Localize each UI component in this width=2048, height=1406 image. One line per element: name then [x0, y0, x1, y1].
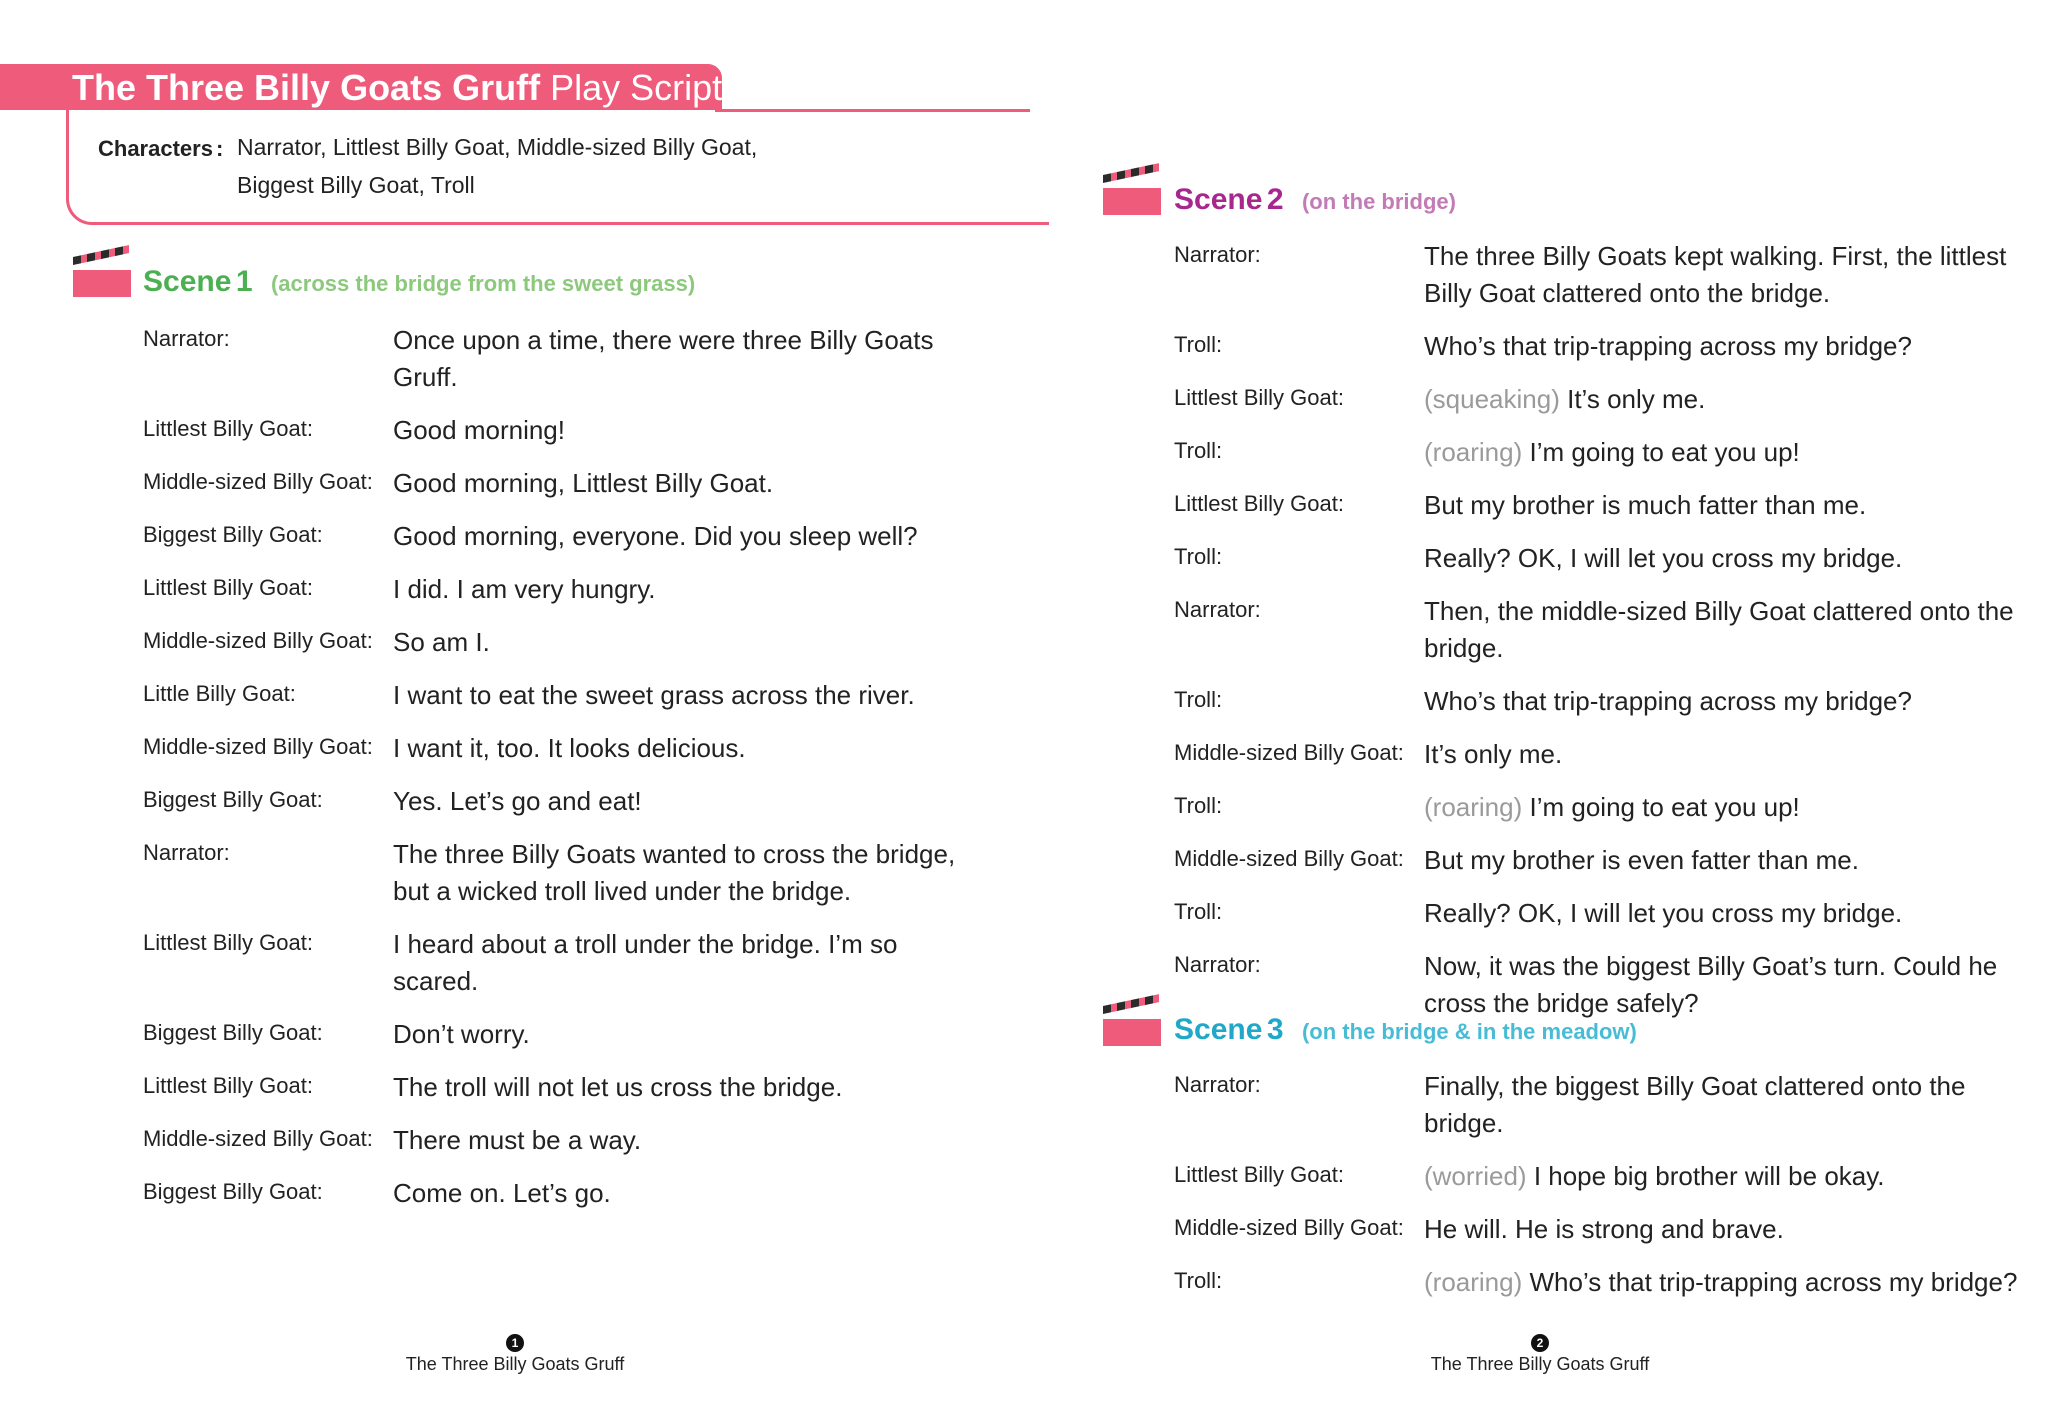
characters-box: [66, 110, 1049, 225]
dialogue: [1424, 487, 1866, 524]
speaker-label: Littlest Billy Goat:: [1174, 385, 1344, 410]
characters-line-2: Biggest Billy Goat, Troll: [237, 172, 475, 198]
scene-title: Scene: [1174, 183, 1263, 216]
dialogue-text: Really? OK, I will let you cross my bridge.: [1424, 543, 1903, 573]
dialogue: [1424, 895, 1902, 932]
scene-title: Scene: [1174, 1013, 1263, 1046]
speaker-label: Middle-sized Billy Goat:: [143, 1126, 373, 1151]
stage-direction: (roaring): [1424, 1267, 1523, 1297]
dialogue-text: Good morning!: [393, 415, 565, 445]
script-line: [143, 730, 963, 767]
dialogue-text: But my brother is much fatter than me.: [1424, 490, 1867, 520]
scene-title: Scene: [143, 265, 232, 298]
speaker-label: Biggest Billy Goat:: [143, 522, 323, 547]
dialogue: [1424, 683, 1912, 720]
page-footer-left: [365, 1334, 665, 1375]
speaker-label: Middle-sized Billy Goat:: [1174, 1215, 1404, 1240]
characters-line-1: Narrator, Littlest Billy Goat, Middle-sized Billy Goat,: [237, 134, 758, 160]
speaker-label: Troll:: [1174, 332, 1223, 357]
script-line: [1174, 1158, 2034, 1195]
speaker-label: Middle-sized Billy Goat:: [143, 734, 373, 759]
footer-text: The Three Billy Goats Gruff: [405, 1354, 625, 1374]
dialogue-text: Really? OK, I will let you cross my bridge.: [1424, 898, 1903, 928]
script-line: [143, 926, 963, 1000]
dialogue-text: Now, it was the biggest Billy Goat’s turn. Could he cross the bridge safely?: [1424, 951, 1998, 1018]
script-line: [1174, 789, 2034, 826]
dialogue: [1424, 434, 1800, 471]
scene-number: 1: [235, 265, 253, 298]
speaker-label: Narrator:: [1174, 242, 1261, 267]
dialogue-text: But my brother is even fatter than me.: [1424, 845, 1859, 875]
dialogue-text: Who’s that trip-trapping across my bridge?: [1424, 686, 1912, 716]
script-line: [143, 677, 963, 714]
page-footer-right: [1390, 1334, 1690, 1375]
dialogue: [393, 518, 918, 555]
dialogue-text: I want it, too. It looks delicious.: [393, 733, 746, 763]
dialogue-text: Finally, the biggest Billy Goat clattered onto the bridge.: [1424, 1071, 1966, 1138]
speaker-label: Troll:: [1174, 544, 1223, 569]
dialogue: [393, 1175, 611, 1212]
dialogue-text: I’m going to eat you up!: [1529, 792, 1800, 822]
script-line: [143, 1016, 963, 1053]
dialogue-text: Who’s that trip-trapping across my bridge?: [1424, 331, 1912, 361]
script-line: [143, 1122, 963, 1159]
scene-1-lines: [143, 322, 963, 1228]
dialogue: [1424, 1264, 2017, 1301]
scene-1-heading: [143, 265, 695, 299]
script-line: [1174, 434, 2034, 471]
script-line: [1174, 540, 2034, 577]
dialogue: [393, 783, 642, 820]
stage-direction: (worried): [1424, 1161, 1527, 1191]
speaker-label: Middle-sized Billy Goat:: [143, 469, 373, 494]
dialogue: [1424, 842, 1859, 879]
speaker-label: Littlest Billy Goat:: [143, 930, 313, 955]
dialogue-text: It’s only me.: [1567, 384, 1706, 414]
dialogue: [1424, 1158, 1885, 1195]
speaker-label: Biggest Billy Goat:: [143, 1020, 323, 1045]
dialogue: [393, 677, 915, 714]
script-line: [1174, 328, 2034, 365]
scene-3-heading: [1174, 1013, 1637, 1047]
script-line: [143, 1069, 963, 1106]
clapperboard-icon: [1103, 1006, 1161, 1046]
title-bold: The Three Billy Goats Gruff: [72, 67, 541, 108]
dialogue-text: Come on. Let’s go.: [393, 1178, 611, 1208]
speaker-label: Troll:: [1174, 1268, 1223, 1293]
page-number: 1: [506, 1334, 524, 1352]
dialogue: [1424, 948, 2034, 1022]
script-line: [1174, 948, 2034, 1022]
script-line: [1174, 895, 2034, 932]
dialogue-text: Then, the middle-sized Billy Goat clattered onto the bridge.: [1424, 596, 2014, 663]
clapperboard-icon: [1103, 175, 1161, 215]
script-line: [143, 322, 963, 396]
dialogue: [1424, 238, 2034, 312]
speaker-label: Middle-sized Billy Goat:: [143, 628, 373, 653]
speaker-label: Narrator:: [1174, 952, 1261, 977]
dialogue: [1424, 1211, 1784, 1248]
title-light: Play Script: [550, 67, 723, 108]
scene-3-lines: [1174, 1068, 2034, 1317]
speaker-label: Narrator:: [143, 840, 230, 865]
dialogue-text: The three Billy Goats wanted to cross the bridge, but a wicked troll lived under the bridge.: [393, 839, 956, 906]
script-line: [1174, 1264, 2034, 1301]
dialogue: [393, 624, 490, 661]
script-line: [143, 1175, 963, 1212]
dialogue: [1424, 1068, 2034, 1142]
script-line: [143, 783, 963, 820]
page-number: 2: [1531, 1334, 1549, 1352]
dialogue-text: The troll will not let us cross the bridge.: [393, 1072, 843, 1102]
script-line: [1174, 593, 2034, 667]
speaker-label: Narrator:: [1174, 597, 1261, 622]
dialogue-text: I want to eat the sweet grass across the river.: [393, 680, 915, 710]
script-line: [1174, 683, 2034, 720]
speaker-label: Troll:: [1174, 899, 1223, 924]
dialogue-text: It’s only me.: [1424, 739, 1563, 769]
dialogue: [1424, 736, 1562, 773]
script-line: [143, 412, 963, 449]
script-line: [1174, 381, 2034, 418]
dialogue-text: I’m going to eat you up!: [1529, 437, 1800, 467]
script-line: [143, 836, 963, 910]
dialogue: [393, 571, 656, 608]
stage-direction: (roaring): [1424, 437, 1523, 467]
dialogue-text: I did. I am very hungry.: [393, 574, 656, 604]
scene-number: 2: [1266, 183, 1284, 216]
dialogue-text: I hope big brother will be okay.: [1533, 1161, 1885, 1191]
speaker-label: Middle-sized Billy Goat:: [1174, 740, 1404, 765]
speaker-label: Littlest Billy Goat:: [143, 575, 313, 600]
scene-setting: (on the bridge & in the meadow): [1301, 1019, 1637, 1044]
speaker-label: Little Billy Goat:: [143, 681, 296, 706]
scene-setting: (on the bridge): [1301, 189, 1456, 214]
speaker-label: Littlest Billy Goat:: [1174, 1162, 1344, 1187]
speaker-label: Littlest Billy Goat:: [143, 416, 313, 441]
dialogue: [393, 1122, 641, 1159]
dialogue: [393, 412, 565, 449]
speaker-label: Troll:: [1174, 438, 1223, 463]
speaker-label: Middle-sized Billy Goat:: [1174, 846, 1404, 871]
script-line: [1174, 1211, 2034, 1248]
page-title: [72, 66, 722, 110]
speaker-label: Narrator:: [143, 326, 230, 351]
clapperboard-icon: [73, 257, 131, 297]
script-line: [143, 624, 963, 661]
dialogue-text: Who’s that trip-trapping across my bridge?: [1529, 1267, 2018, 1297]
script-line: [1174, 238, 2034, 312]
characters-colon: :: [216, 136, 224, 161]
dialogue: [1424, 593, 2034, 667]
dialogue: [393, 926, 963, 1000]
speaker-label: Troll:: [1174, 793, 1223, 818]
speaker-label: Biggest Billy Goat:: [143, 787, 323, 812]
dialogue: [1424, 328, 1912, 365]
dialogue: [1424, 540, 1902, 577]
stage-direction: (squeaking): [1424, 384, 1560, 414]
scene-number: 3: [1266, 1013, 1284, 1046]
dialogue-text: Don’t worry.: [393, 1019, 530, 1049]
dialogue-text: The three Billy Goats kept walking. First, the littlest Billy Goat clattered onto the bridge.: [1424, 241, 2007, 308]
scene-2-heading: [1174, 183, 1456, 217]
speaker-label: Littlest Billy Goat:: [143, 1073, 313, 1098]
dialogue: [393, 465, 773, 502]
dialogue-text: Yes. Let’s go and eat!: [393, 786, 642, 816]
dialogue-text: Good morning, Littlest Billy Goat.: [393, 468, 774, 498]
dialogue: [393, 322, 963, 396]
dialogue: [393, 1069, 842, 1106]
script-line: [1174, 487, 2034, 524]
dialogue-text: I heard about a troll under the bridge. I’m so scared.: [393, 929, 898, 996]
characters-label: Characters: [98, 136, 213, 161]
footer-text: The Three Billy Goats Gruff: [1430, 1354, 1650, 1374]
script-line: [1174, 842, 2034, 879]
script-line: [1174, 736, 2034, 773]
dialogue-text: So am I.: [393, 627, 490, 657]
speaker-label: Narrator:: [1174, 1072, 1261, 1097]
dialogue-text: He will. He is strong and brave.: [1424, 1214, 1784, 1244]
dialogue: [393, 1016, 530, 1053]
speaker-label: Troll:: [1174, 687, 1223, 712]
right-page: [1024, 0, 2048, 1406]
speaker-label: Littlest Billy Goat:: [1174, 491, 1344, 516]
dialogue: [1424, 381, 1705, 418]
dialogue: [393, 836, 963, 910]
scene-setting: (across the bridge from the sweet grass): [270, 271, 696, 296]
dialogue-text: There must be a way.: [393, 1125, 642, 1155]
speaker-label: Biggest Billy Goat:: [143, 1179, 323, 1204]
script-line: [143, 571, 963, 608]
script-line: [143, 465, 963, 502]
scene-2-lines: [1174, 238, 2034, 1038]
dialogue: [393, 730, 746, 767]
dialogue-text: Once upon a time, there were three Billy Goats Gruff.: [393, 325, 934, 392]
dialogue-text: Good morning, everyone. Did you sleep well?: [393, 521, 918, 551]
script-line: [1174, 1068, 2034, 1142]
script-line: [143, 518, 963, 555]
stage-direction: (roaring): [1424, 792, 1523, 822]
dialogue: [1424, 789, 1800, 826]
